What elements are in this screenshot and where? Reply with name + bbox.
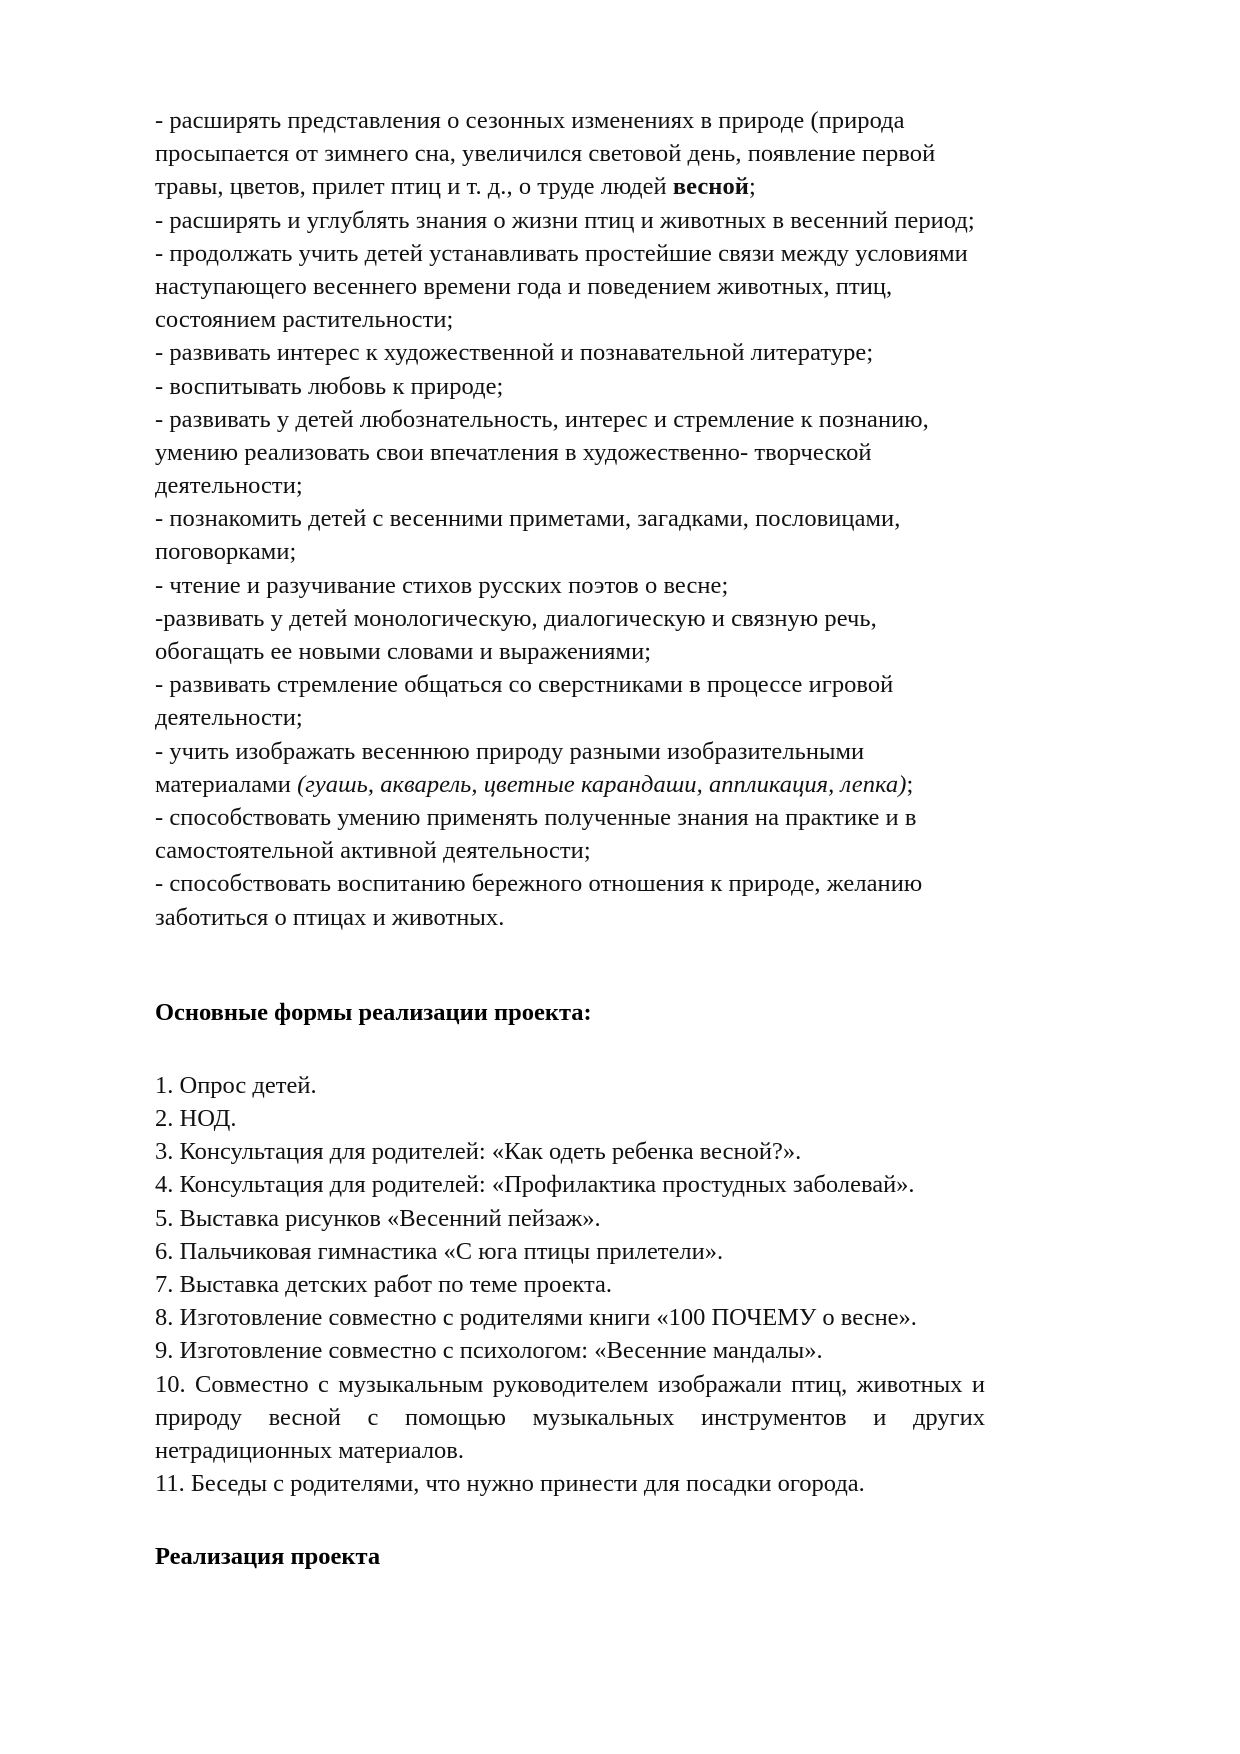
list-item: 2. НОД.	[155, 1105, 237, 1133]
list-item: 7. Выставка детских работ по теме проекта.	[155, 1271, 613, 1298]
goal-line-birds-animals: - расширять и углублять знания о жизни птиц и животных в весенний период;	[155, 206, 975, 234]
goal-line-art-materials-prefix: - учить изображать весеннюю природу разными изобразительными материалами	[155, 737, 865, 798]
goal-line-art-materials-suffix: ;	[906, 770, 914, 798]
goal-line-art-materials-italic: (гуашь, акварель, цветные карандаши, аппликация, лепка)	[297, 770, 907, 798]
goal-line-curiosity: - развивать у детей любознательность, интерес и стремление к познанию, умению реализовать свои впечатления в художественно- творческой деятельности;	[155, 405, 929, 500]
goal-line-poems: - чтение и разучивание стихов русских поэтов о весне;	[155, 571, 729, 599]
spacer-before-forms-heading	[155, 934, 985, 996]
page-content	[155, 104, 985, 1574]
bold-word-spring: весной	[672, 173, 749, 201]
goal-line-spring-signs: - познакомить детей с весенними приметами, загадками, пословицами, поговорками;	[155, 505, 901, 566]
list-item: 1. Опрос детей.	[155, 1071, 317, 1099]
goal-line-care-nature: - способствовать воспитанию бережного отношения к природе, желанию заботиться о птицах и животных.	[155, 870, 923, 931]
goal-line-speech: -развивать у детей монологическую, диалогическую и связную речь, обогащать ее новыми словами и выражениями;	[155, 604, 877, 665]
spacer-after-forms-heading	[155, 1029, 985, 1069]
list-item: 4. Консультация для родителей: «Профилактика простудных заболевай».	[155, 1171, 915, 1199]
list-item: 8. Изготовление совместно с родителями книги «100 ПОЧЕМУ о весне».	[155, 1304, 917, 1332]
list-item: 6. Пальчиковая гимнастика «С юга птицы прилетели».	[155, 1237, 724, 1265]
goal-line-apply-knowledge: - способствовать умению применять полученные знания на практике и в самостоятельной активной деятельности;	[155, 803, 917, 865]
list-item: 3. Консультация для родителей: «Как одеть ребенка весной?».	[155, 1138, 802, 1166]
heading-project-realization: Реализация проекта	[155, 1543, 381, 1571]
forms-list	[155, 1069, 985, 1500]
goal-line-peer-communication: - развивать стремление общаться со сверстниками в процессе игровой деятельности;	[155, 671, 894, 732]
list-item: 9. Изготовление совместно с психологом: «Весенние мандалы».	[155, 1337, 823, 1365]
goals-paragraph	[155, 104, 985, 934]
goal-line-love-nature: - воспитывать любовь к природе;	[155, 372, 504, 400]
goal-line-seasonal-changes: - расширять представления о сезонных изменениях в природе (природа просыпается от зимнего сна, увеличился световой день, появление первой травы, цветов, прилет птиц и т. д., о труде людей	[155, 107, 936, 201]
goal-line-literature-interest: - развивать интерес к художественной и познавательной литературе;	[155, 339, 874, 367]
bold-word-tail: ;	[748, 173, 756, 201]
list-item: 11. Беседы с родителями, что нужно принести для посадки огорода.	[155, 1470, 865, 1498]
heading-main-forms: Основные формы реализации проекта:	[155, 998, 592, 1026]
list-item: 5. Выставка рисунков «Весенний пейзаж».	[155, 1204, 601, 1232]
spacer-before-realization-heading	[155, 1500, 985, 1540]
list-item: 10. Совместно с музыкальным руководителем изображали птиц, животных и природу весной с помощью музыкальных инструментов и других нетрадиционных материалов.	[155, 1370, 985, 1464]
goal-line-simple-connections: - продолжать учить детей устанавливать простейшие связи между условиями наступающего весеннего времени года и поведением животных, птиц, состоянием растительности;	[155, 239, 968, 334]
